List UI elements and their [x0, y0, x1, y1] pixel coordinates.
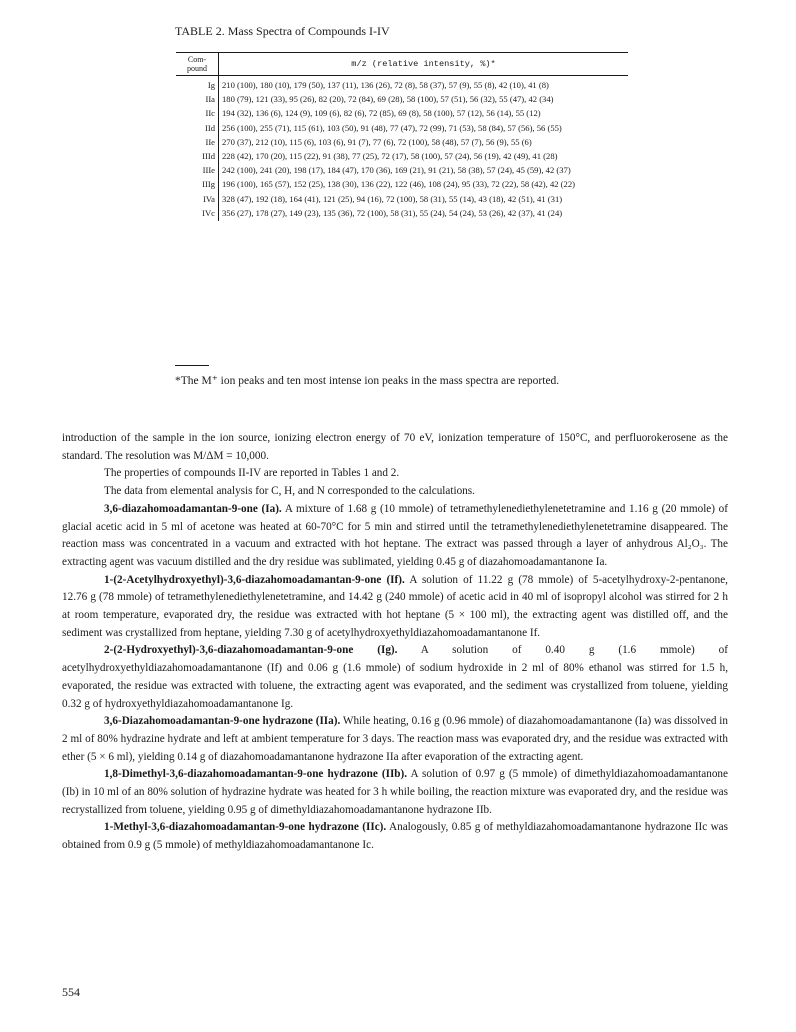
table-row: [176, 107, 628, 121]
mz-values-cell: 328 (47), 192 (18), 164 (41), 121 (25), 94 (16), 72 (100), 58 (31), 55 (14), 43 (18), 42 (51), 41 (31): [222, 193, 563, 204]
mz-values-cell: 194 (32), 136 (6), 124 (9), 109 (6), 82 (6), 72 (85), 69 (8), 58 (100), 57 (12), 56 (14), 55 (12): [222, 108, 541, 119]
procedure-text: A solution of 11.22 g (78 mmole) of 5-acetylhydroxy-2-pentanone, 12.76 g (78 mmole) of tetramethylenediethylenetetramine, and 14.42 g (240 mmole) of acetic acid in 40 ml of isopropyl alcohol was stirred for 2 h at room temperature, evaporated dry, the residue was extracted with hot heptane (5 × 100 ml), the extracting agent was distilled off, and the sediment was crystallized from heptane, yielding 7.30 g of acetylhydroxyethyldiazahomoadamantanone If.: [62, 573, 728, 639]
page-number: 554: [62, 985, 80, 999]
mz-values-cell: 256 (100), 255 (71), 115 (61), 103 (50), 91 (48), 77 (47), 72 (99), 71 (53), 58 (84), 57 (56), 56 (55): [222, 122, 562, 133]
procedure-text: A solution of 0.40 g (1.6 mmole) of acetylhydroxyethyldiazahomoadamantanone (If) and 0.06 g (1.6 mmole) of sodium hydroxide in 2 ml of 80% ethanol was stirred for 1.5 h, evaporated, the residue was extracted with toluene, the extracting agent was evaporated, and the sediment was crystallized from toluene, yielding 0.32 g of hydroxyethyldiazahomoadamantanone Ig.: [62, 644, 729, 710]
compound-cell: IIc: [176, 107, 219, 121]
paragraph: [62, 501, 728, 572]
paragraph: [62, 572, 728, 643]
procedure-text: While heating, 0.16 g (0.96 mmole) of diazahomoadamantanone (Ia) was dissolved in 2 ml of 80% hydrazine hydrate and left at ambient temperature for 3 days. The reaction mass was evaporated dry, and the residue was extracted with ether (5 × 6 ml), yielding 0.14 g of diazahomoadamantanone hydrazone IIa after evaporation of the extracting agent.: [62, 715, 728, 763]
table-row: [176, 150, 628, 164]
compound-cell: IIIg: [176, 178, 219, 192]
procedure-title: 3,6-diazahomoadamantan-9-one (Ia).: [104, 502, 282, 515]
procedure-title: 1,8-Dimethyl-3,6-diazahomoadamantan-9-one hydrazone (IIb).: [104, 768, 408, 781]
compound-column-header: [176, 53, 219, 76]
paragraph: [62, 766, 728, 819]
compound-cell: IIIe: [176, 164, 219, 178]
compound-cell: IIa: [176, 93, 219, 107]
procedure-text: Analogously, 0.85 g of methyldiazahomoadamantanone hydrazone IIc was obtained from 0.9 g (5 mmole) of methyldiazahomoadamantanone Ic.: [62, 821, 728, 852]
compound-cell: IId: [176, 122, 219, 136]
footnote-divider: [175, 365, 209, 366]
paragraph: [62, 819, 728, 854]
compound-cell: IIe: [176, 136, 219, 150]
compound-cell: Ig: [176, 76, 219, 94]
table-row: [176, 193, 628, 207]
body-text: [62, 430, 728, 855]
mz-values-cell: 270 (37), 212 (10), 115 (6), 103 (6), 91 (7), 77 (6), 72 (100), 58 (48), 57 (7), 56 (9), 55 (6): [222, 136, 532, 147]
compound-cell: IVc: [176, 207, 219, 221]
compound-header-line2: pound: [187, 64, 207, 73]
mz-values-cell: 356 (27), 178 (27), 149 (23), 135 (36), 72 (100), 58 (31), 55 (24), 54 (24), 53 (26), 42 (37), 41 (24): [222, 207, 563, 218]
compound-cell: IVa: [176, 193, 219, 207]
paragraph: The data from elemental analysis for C, H, and N corresponded to the calculations.: [104, 485, 475, 498]
procedure-title: 1-Methyl-3,6-diazahomoadamantan-9-one hydrazone (IIc).: [104, 821, 387, 834]
paragraph: [62, 642, 728, 713]
table-row: [176, 178, 628, 192]
mz-values-cell: 180 (79), 121 (33), 95 (26), 82 (20), 72 (84), 69 (28), 58 (100), 57 (51), 56 (32), 55 (47), 42 (34): [222, 94, 554, 105]
paragraph: introduction of the sample in the ion source, ionizing electron energy of 70 eV, ionization temperature of 150°C, and perfluorokerosene as the standard. The resolution was M/ΔM = 10,000.: [62, 432, 728, 462]
mass-spectra-table: [176, 52, 628, 221]
table-footnote: *The M⁺ ion peaks and ten most intense ion peaks in the mass spectra are reported.: [175, 375, 560, 387]
paragraph: The properties of compounds II-IV are reported in Tables 1 and 2.: [104, 467, 400, 480]
procedure-title: 2-(2-Hydroxyethyl)-3,6-diazahomoadamantan-9-one (Ig).: [104, 644, 398, 657]
compound-header-line1: Com-: [187, 55, 207, 64]
table-caption: TABLE 2. Mass Spectra of Compounds I-IV: [175, 24, 390, 38]
table-row: [176, 122, 628, 136]
table-row: [176, 93, 628, 107]
procedure-title: 1-(2-Acetylhydroxyethyl)-3,6-diazahomoadamantan-9-one (If).: [104, 573, 405, 586]
table-header-row: [176, 53, 628, 76]
mz-values-cell: 228 (42), 170 (20), 115 (22), 91 (38), 77 (25), 72 (17), 58 (100), 57 (24), 56 (19), 42 (49), 41 (28): [222, 151, 558, 162]
procedure-text: A mixture of 1.68 g (10 mmole) of tetramethylenediethylenetetramine and 1.16 g (20 mmole) of glacial acetic acid in 5 ml of acetone was heated at 60-70°C for 5 min and stirred until the tetramethylenediethylenetetramine disappeared. The reaction mass was concentrated in a vacuum and extracted with hot heptane. The extract was passed through a layer of anhydrous Al₂O₃. The extracting agent was vacuum distilled and the dry residue was sublimated, yielding 0.45 g of diazahomoadamantanone Ia.: [62, 502, 729, 568]
procedure-title: 3,6-Diazahomoadamantan-9-one hydrazone (IIa).: [104, 715, 341, 728]
table-row: [176, 76, 628, 94]
compound-cell: IIId: [176, 150, 219, 164]
table-row: [176, 136, 628, 150]
mz-values-cell: 242 (100), 241 (20), 198 (17), 184 (47), 170 (36), 169 (21), 91 (21), 58 (38), 57 (24), 45 (59), 42 (37): [222, 165, 571, 176]
mz-values-cell: 210 (100), 180 (10), 179 (50), 137 (11), 136 (26), 72 (8), 58 (37), 57 (9), 55 (8), 42 (10), 41 (8): [222, 80, 549, 90]
paragraph: [62, 713, 728, 766]
mz-column-header: m/z (relative intensity, %)*: [219, 53, 629, 76]
table-row: [176, 164, 628, 178]
table-row: [176, 207, 628, 221]
procedure-text: A solution of 0.97 g (5 mmole) of dimethyldiazahomoadamantanone (Ib) in 10 ml of an 80% solution of hydrazine hydrate was heated for 3 h while boiling, the reaction mixture was evaporated dry, and the residue was recrystallized from toluene, yielding 0.95 g of dimethyldiazahomoadamantanone hydrazone IIb.: [62, 768, 728, 816]
mz-values-cell: 196 (100), 165 (57), 152 (25), 138 (30), 136 (22), 122 (46), 108 (24), 95 (33), 72 (22), 58 (42), 42 (22): [222, 179, 575, 190]
